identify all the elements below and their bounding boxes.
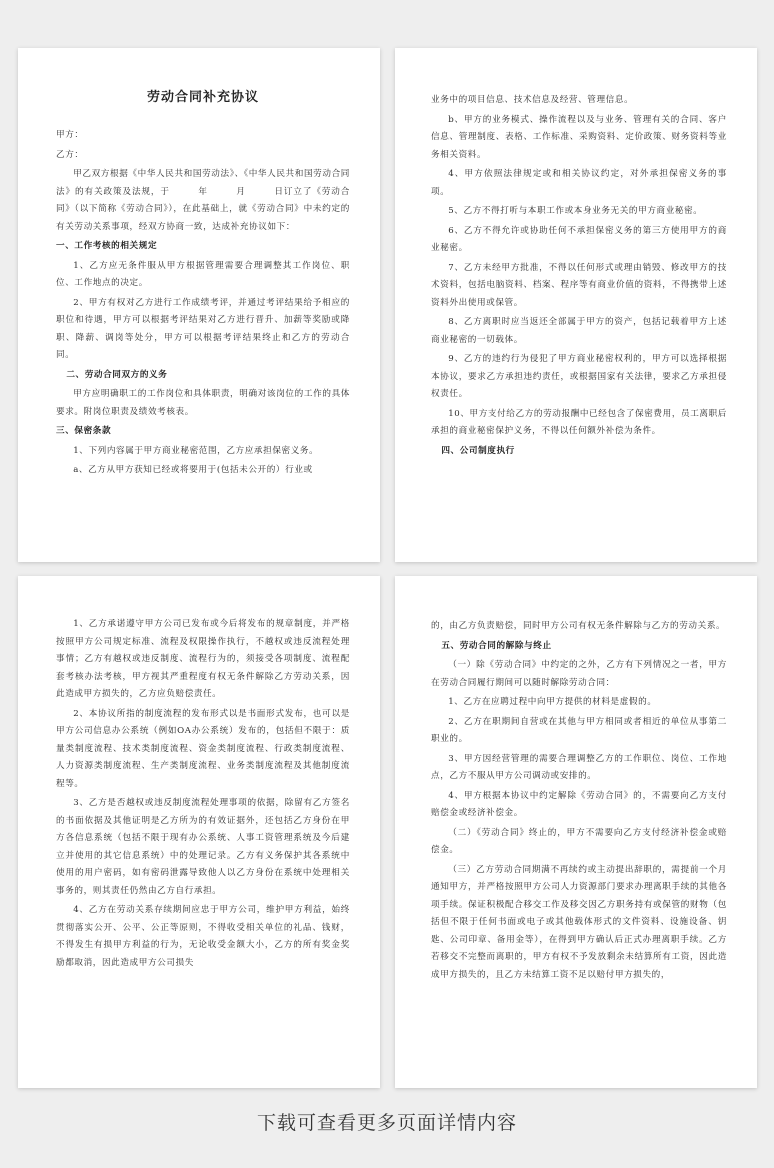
document-page-2 — [395, 48, 757, 562]
paragraph: 3、甲方因经营管理的需要合理调整乙方的工作职位、岗位、工作地点，乙方不服从甲方公司调动或安排的。 — [431, 753, 727, 781]
paragraph: 7、乙方未经甲方批准，不得以任何形式或理由销毁、修改甲方的技术资料，包括电脑资料、档案、程序等有商业价值的资料，不得携带上述资料外出使用或保管。 — [431, 262, 727, 308]
paragraph: 2、乙方在职期间自营或在其他与甲方相同或者相近的单位从事第二职业的。 — [431, 716, 727, 744]
paragraph: 3、乙方是否越权或违反制度流程处理事项的依据，除留有乙方签名的书面依据及其他证明是乙方所为的有效证据外，还包括乙方身份在甲方各信息系统（包括不限于现有办公系统、人事工资管理系统及今后建立并使用的其它信息系统）中的处理记录。乙方有义务保护其各系统中使用的用户密码，如有密码泄露导致他人以乙方身份在系统中处理相关事务的，则其责任仍然由乙方自行承担。 — [56, 798, 350, 896]
section-heading-3: 三、保密条款 — [56, 426, 112, 436]
document-page-4 — [395, 576, 757, 1088]
paragraph: a、乙方从甲方获知已经或将要用于(包括未公开的）行业或 — [73, 465, 313, 475]
paragraph: 4、甲方依照法律规定或和相关协议约定，对外承担保密义务的事项。 — [431, 169, 727, 197]
paragraph: 6、乙方不得允许或协助任何不承担保密义务的第三方使用甲方的商业秘密。 — [431, 225, 727, 253]
paragraph: 的，由乙方负责赔偿，同时甲方公司有权无条件解除与乙方的劳动关系。 — [431, 621, 726, 631]
paragraph: 1、乙方应无条件服从甲方根据管理需要合理调整其工作岗位、职位、工作地点的决定。 — [56, 260, 350, 288]
section-heading-5: 五、劳动合同的解除与终止 — [441, 640, 552, 651]
section-heading-4: 四、公司制度执行 — [441, 445, 515, 456]
paragraph: （一）除《劳动合同》中约定的之外，乙方有下列情况之一者，甲方在劳动合同履行期间可以随时解除劳动合同： — [431, 660, 727, 688]
paragraph: 5、乙方不得打听与本职工作或本身业务无关的甲方商业秘密。 — [448, 206, 703, 216]
paragraph: 1、下列内容属于甲方商业秘密范围，乙方应承担保密义务。 — [73, 445, 319, 456]
paragraph: （三）乙方劳动合同期满不再续约或主动提出辞职的，需提前一个月通知甲方，并严格按照甲方公司人力资源部门要求办理离职手续的其他各项手续。保证积极配合移交工作及移交因乙方职务持有或保管的财物（包括但不限于任何书面或电子或其他载体形式的文件资料、设施设备、钥匙、公司印章、备用金等），在得到甲方确认后正式办理离职手续。乙方若移交不完整而离职的，甲方有权不予发放剩余未结算所有工资，因此造成甲方损失的，且乙方未结算工资不足以赔付甲方损失的， — [431, 864, 727, 980]
document-title: 劳动合同补充协议 — [146, 90, 259, 105]
paragraph: （二）《劳动合同》终止的，甲方不需要向乙方支付经济补偿金或赔偿金。 — [431, 827, 727, 855]
download-more-pages-note: 下载可查看更多页面详情内容 — [256, 1112, 517, 1134]
paragraph: 8、乙方离职时应当返还全部属于甲方的资产，包括记载着甲方上述商业秘密的一切载体。 — [431, 317, 727, 345]
section-heading-1: 一、工作考核的相关规定 — [56, 241, 158, 251]
paragraph: 10、甲方支付给乙方的劳动报酬中已经包含了保密费用，员工离职后承担的商业秘密保护义务，不得以任何额外补偿为条件。 — [431, 408, 727, 436]
paragraph: 1、乙方承诺遵守甲方公司已发布或今后将发布的规章制度，并严格按照甲方公司规定标准、流程及权限操作执行，不越权或违反流程处理事情；乙方有越权或违反制度、流程行为的，须接受各项制度、流程配套考核办法考核，甲方视其严重程度有权无条件解除乙方劳动关系，因此造成甲方损失的，乙方应负赔偿责任。 — [56, 619, 350, 699]
section-heading-2: 二、劳动合同双方的义务 — [66, 369, 168, 380]
paragraph: 1、乙方在应聘过程中向甲方提供的材料是虚假的。 — [448, 697, 657, 707]
paragraph: 甲方应明确职工的工作岗位和具体职责，明确对该岗位的工作的具体要求。附岗位职责及绩效考核表。 — [56, 389, 350, 417]
paragraph: 4、甲方根据本协议中约定解除《劳动合同》的，不需要向乙方支付赔偿金或经济补偿金。 — [431, 790, 727, 818]
document-page-1 — [18, 48, 380, 562]
intro-paragraph: 甲乙双方根据《中华人民共和国劳动法》、《中华人民共和国劳动合同法》的有关政策及法规，于 年 月 日订立了《劳动合同》（以下简称《劳动合同》），在此基础上，就《劳动合同》中未约定的有关劳动关系事项，经双方协商一致，达成补充协议如下： — [56, 169, 350, 232]
paragraph: 9、乙方的违约行为侵犯了甲方商业秘密权利的，甲方可以选择根据本协议，要求乙方承担违约责任，或根据国家有关法律，要求乙方承担侵权责任。 — [431, 354, 727, 399]
document-page-3 — [18, 576, 380, 1088]
paragraph: 2、甲方有权对乙方进行工作成绩考评，并通过考评结果给予相应的职位和待遇，甲方可以根据考评结果对乙方进行晋升、加薪等奖励或降职、降薪、调岗等处分，甲方可以根据考评结果终止和乙方的劳动合同。 — [56, 297, 350, 360]
party-b-line: 乙方： — [56, 149, 84, 160]
party-a-line: 甲方： — [56, 130, 84, 140]
paragraph: 2、本协议所指的制度流程的发布形式以是书面形式发布，也可以是甲方公司信息办公系统（例如OA办公系统）发布的，包括但不限于：质量类制度流程、技术类制度流程、资金类制度流程、行政类制度流程、人力资源类制度流程、生产类制度流程、业务类制度流程及其他制度流程等。 — [56, 708, 350, 789]
paragraph: 4、乙方在劳动关系存续期间应忠于甲方公司，维护甲方利益，始终贯彻落实公开、公平、公正等原则，不得收受相关单位的礼品、钱财，不得发生有损甲方利益的行为，无论收受金额大小，乙方的所有奖金奖励都取消，因此造成甲方公司损失 — [56, 905, 350, 968]
paragraph: 业务中的项目信息、技术信息及经营、管理信息。 — [431, 95, 634, 105]
paragraph: b、甲方的业务模式、操作流程以及与业务、管理有关的合同、客户信息、管理制度、表格、工作标准、采购资料、定价政策、财务资料等业务相关资料。 — [431, 114, 727, 160]
